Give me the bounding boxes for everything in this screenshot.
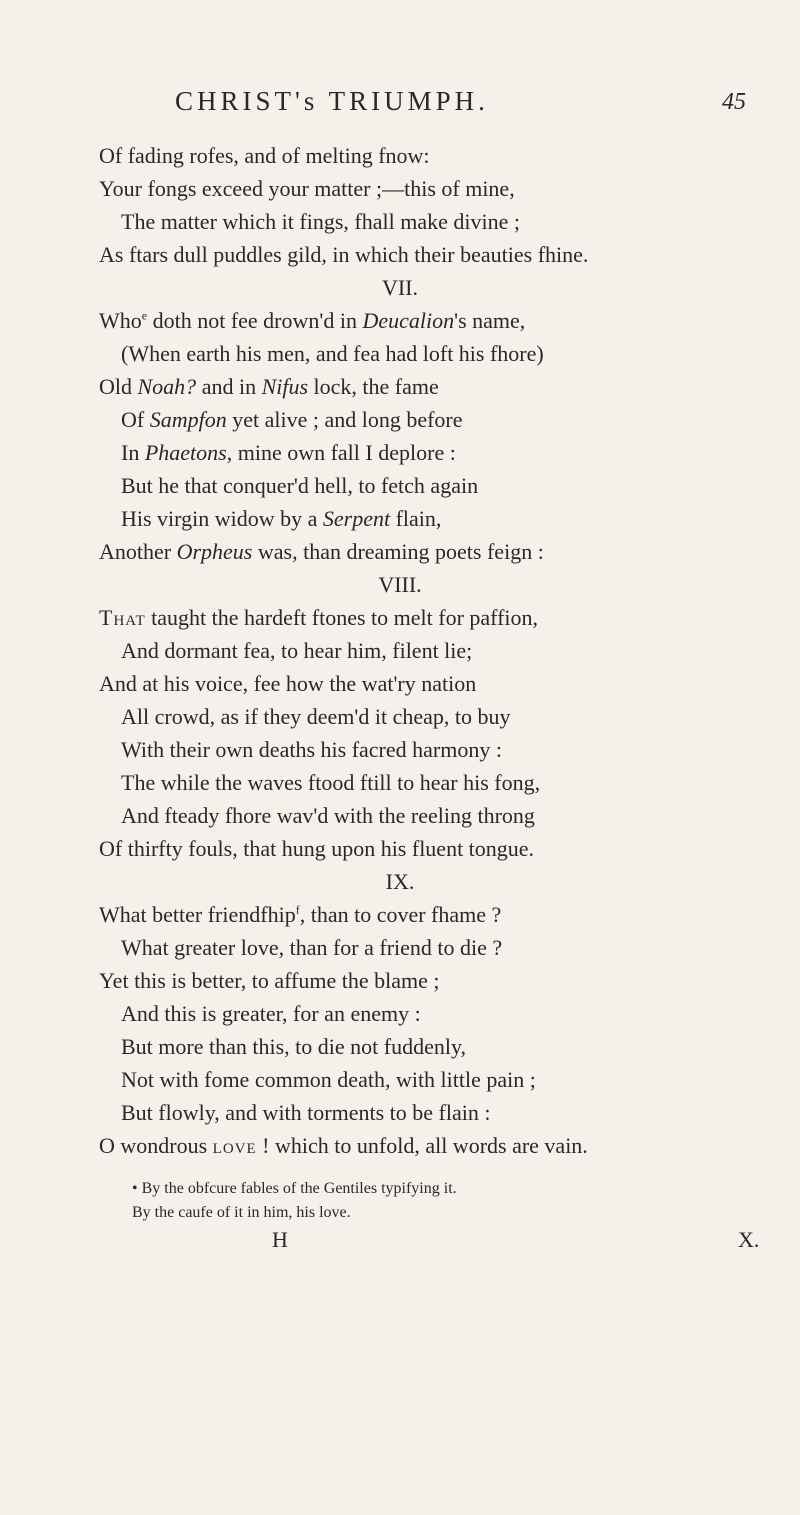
stanza9-line-4: And this is greater, for an enemy : — [121, 1001, 421, 1026]
stanza9-line-3: Yet this is better, to affume the blame ; — [99, 968, 440, 993]
text: Another — [99, 539, 177, 564]
footnote-e: • By the obfcure fables of the Gentiles typifying it. — [132, 1180, 457, 1197]
stanza7-line-3 — [99, 373, 439, 401]
text: His virgin widow by a — [121, 506, 323, 531]
stanza9-line-2: What greater love, than for a friend to die ? — [121, 935, 503, 960]
stanza7-line-4 — [121, 406, 463, 434]
text: doth not fee drown'd in — [147, 308, 363, 333]
running-head: CHRIST's TRIUMPH. — [175, 86, 489, 116]
stanza8-line-4: All crowd, as if they deem'd it cheap, to buy — [121, 704, 511, 729]
text: ! which to unfold, all words are vain. — [256, 1133, 588, 1158]
stanza6-line-4: As ftars dull puddles gild, in which their beauties fhine. — [99, 242, 589, 267]
stanza7-line-6: But he that conquer'd hell, to fetch again — [121, 473, 479, 498]
signature-mark: H — [272, 1227, 288, 1252]
stanza7-line-2: (When earth his men, and fea had loft his fhore) — [121, 341, 544, 366]
stanza6-line-2: Your fongs exceed your matter ;—this of mine, — [99, 176, 515, 201]
stanza7-line-7 — [121, 505, 441, 533]
stanza9-line-8 — [99, 1132, 588, 1160]
text: lock, the fame — [308, 374, 439, 399]
footnote-ref-e: e — [141, 308, 148, 323]
stanza6-line-3: The matter which it fings, fhall make divine ; — [121, 209, 520, 234]
text: yet alive ; and long before — [226, 407, 463, 432]
stanza7-line-1 — [99, 307, 525, 335]
footnote-ref-f: f — [295, 902, 300, 917]
text: was, than dreaming poets feign : — [252, 539, 544, 564]
text: O wondrous — [99, 1133, 213, 1158]
name-serpent: Serpent — [322, 506, 391, 531]
text: 's name, — [454, 308, 526, 333]
page-header — [0, 86, 800, 122]
footnote-f: By the caufe of it in him, his love. — [132, 1204, 351, 1221]
name-sampson: Sampfon — [149, 407, 227, 432]
stanza9-line-1 — [99, 901, 501, 929]
stanza7-numeral: VII. — [381, 275, 419, 300]
text: Old — [99, 374, 138, 399]
text: , than to cover fhame ? — [299, 902, 502, 927]
catchword: X. — [738, 1227, 760, 1252]
name-noah: Noah? — [137, 374, 197, 399]
stanza9-line-7: But flowly, and with torments to be flain : — [121, 1100, 491, 1125]
stanza8-numeral: VIII. — [378, 572, 422, 597]
stanza8-line-8: Of thirfty fouls, that hung upon his fluent tongue. — [99, 836, 535, 861]
text: What better friendfhip — [99, 902, 296, 927]
stanza9-line-5: But more than this, to die not fuddenly, — [121, 1034, 467, 1059]
stanza6-line-1: Of fading rofes, and of melting fnow: — [99, 143, 430, 168]
stanza8-line-7: And fteady fhore wav'd with the reeling throng — [121, 803, 535, 828]
stanza8-line-3: And at his voice, fee how the wat'ry nation — [99, 671, 477, 696]
text: Who — [99, 308, 142, 333]
name-nisus: Nifus — [261, 374, 309, 399]
text: , mine own fall I deplore : — [226, 440, 456, 465]
stanza7-line-5 — [121, 439, 456, 467]
stanza9-line-6: Not with fome common death, with little pain ; — [121, 1067, 536, 1092]
stanza8-line-5: With their own deaths his facred harmony : — [121, 737, 502, 762]
small-caps-opening: That — [99, 605, 146, 630]
name-orpheus: Orpheus — [176, 539, 253, 564]
text: flain, — [390, 506, 442, 531]
small-caps-love: love — [212, 1133, 257, 1158]
page-number: 45 — [722, 89, 746, 115]
text: In — [121, 440, 145, 465]
text: and in — [196, 374, 262, 399]
text: Of — [121, 407, 150, 432]
stanza9-numeral: IX. — [385, 869, 415, 894]
stanza8-line-2: And dormant fea, to hear him, filent lie; — [121, 638, 473, 663]
name-deucalion: Deucalion — [362, 308, 455, 333]
stanza8-line-1 — [99, 604, 538, 632]
name-phaetons: Phaetons — [144, 440, 227, 465]
stanza8-line-6: The while the waves ftood ftill to hear his fong, — [121, 770, 541, 795]
text: taught the hardeft ftones to melt for paffion, — [145, 605, 539, 630]
stanza7-line-8 — [99, 538, 544, 566]
